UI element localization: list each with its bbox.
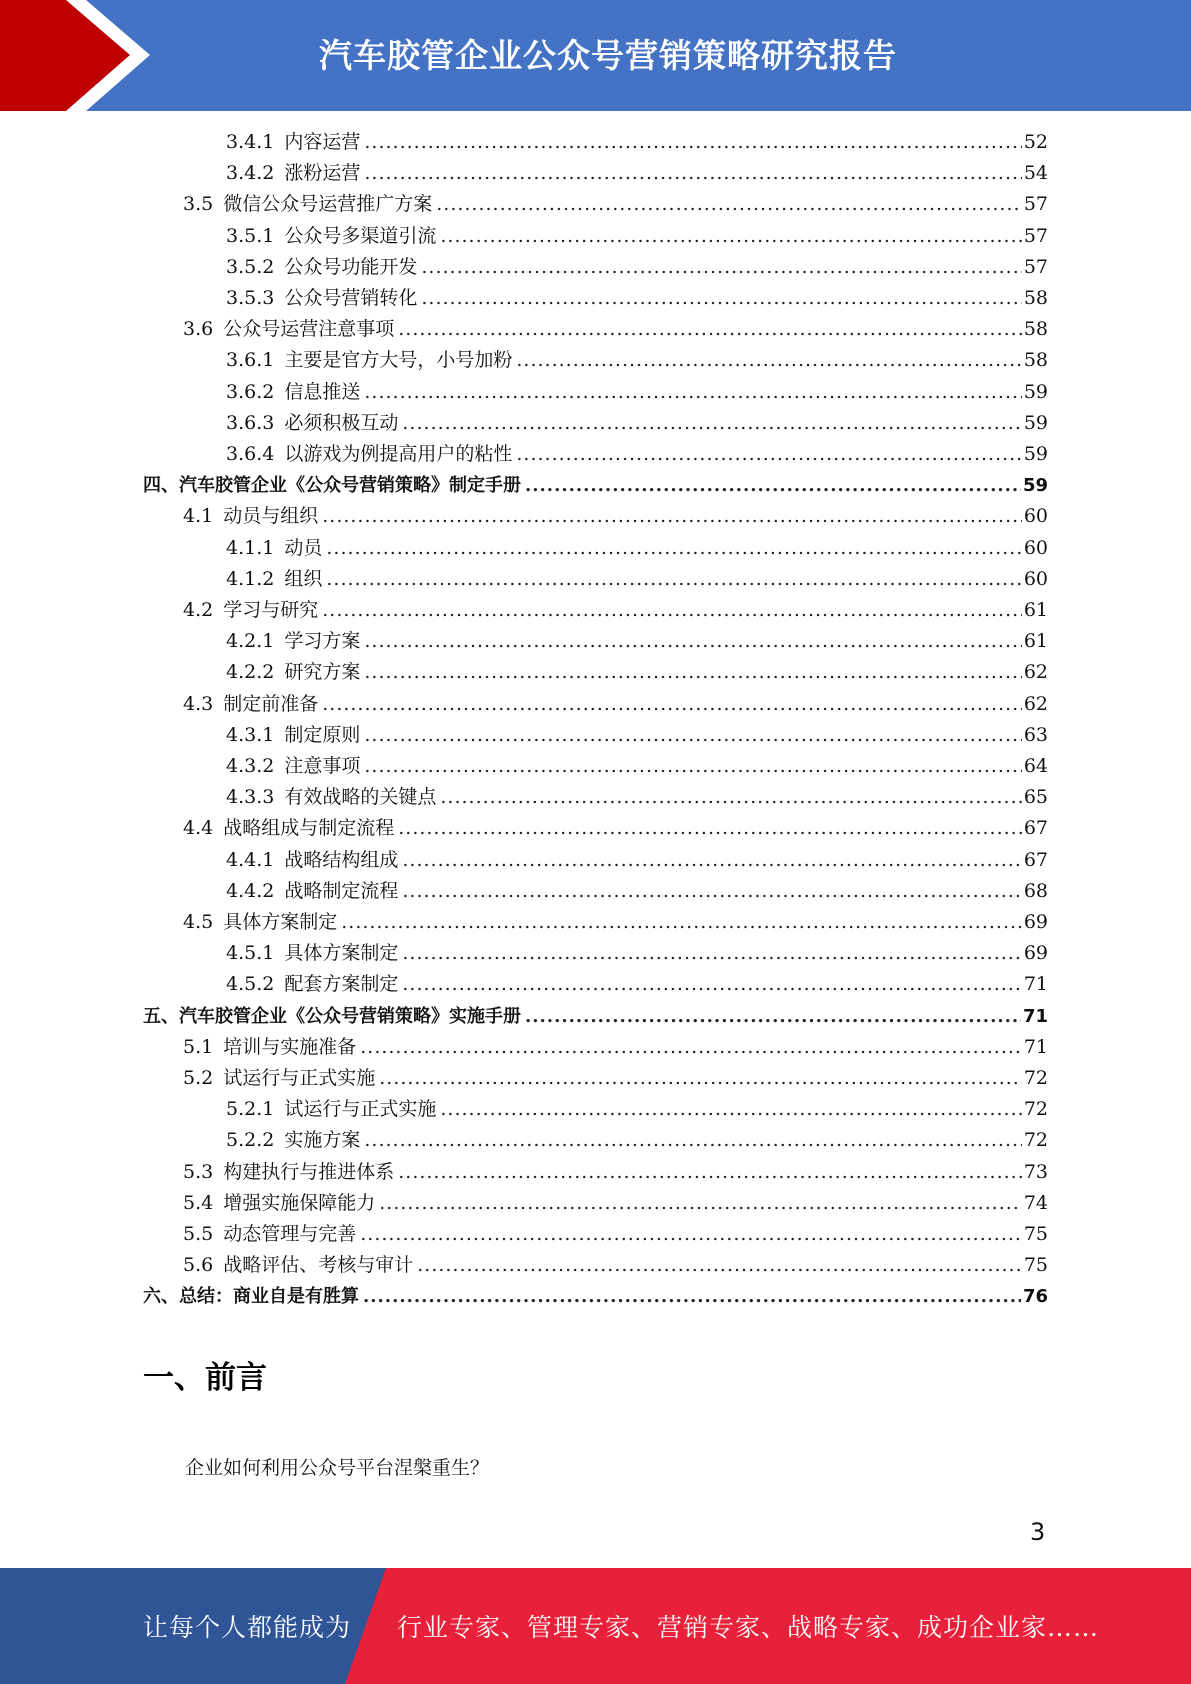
toc-entry-number: 5.5 [183,1223,214,1245]
toc-leader-dots [525,470,1021,501]
toc-entry-page: 72 [1023,1129,1048,1152]
toc-entry-number: 4.2 [183,599,214,621]
toc-leader-dots [402,938,1021,969]
toc-entry[interactable] [226,439,1048,470]
toc-entry-page: 60 [1023,567,1048,590]
toc-entry-page: 58 [1023,318,1048,341]
toc-entry-title: 信息推送 [284,380,361,403]
toc-entry-number: 3.4.2 [226,162,275,185]
toc-entry-page: 59 [1023,411,1048,434]
toc-entry-title: 主要是官方大号，小号加粉 [284,349,513,372]
toc-entry-title: 学习与研究 [223,599,319,621]
toc-leader-dots [360,1219,1022,1250]
toc-leader-dots [398,314,1022,345]
toc-leader-dots [402,845,1021,876]
toc-leader-dots [402,408,1021,439]
toc-leader-dots [322,595,1022,626]
toc-entry-number: 4.3.2 [226,755,275,777]
toc-entry-title: 必须积极互动 [284,411,399,434]
toc-entry-page: 62 [1023,692,1048,715]
toc-entry-number: 4.1 [183,505,214,528]
toc-entry-page: 69 [1023,942,1048,965]
toc-entry-number: 5.2 [183,1067,214,1089]
toc-leader-dots [440,782,1021,813]
section-heading: 一、前言 [143,1360,267,1396]
toc-entry[interactable] [226,221,1048,252]
toc-entry-title: 具体方案制定 [284,942,399,965]
page-header [0,0,1191,111]
toc-leader-dots [436,189,1022,220]
toc-entry[interactable] [226,782,1048,813]
footer-slogan-left: 让每个人都能成为 [143,1613,352,1642]
toc-leader-dots [516,439,1021,470]
toc-entry-page: 57 [1023,193,1048,216]
toc-entry[interactable] [183,907,1048,938]
toc-entry[interactable] [226,1125,1048,1156]
toc-entry[interactable] [183,1250,1048,1281]
toc-entry[interactable] [183,813,1048,844]
toc-entry-number: 4.2.1 [226,630,275,653]
toc-entry-number: 3.6.3 [226,411,275,434]
toc-entry-number: 4.1.2 [226,567,275,590]
toc-entry-number: 5.1 [183,1035,214,1058]
toc-entry[interactable] [226,158,1048,189]
toc-leader-dots [360,1032,1022,1063]
toc-entry-title: 战略组成与制定流程 [223,817,395,840]
toc-entry-page: 61 [1023,599,1048,621]
body-paragraph: 企业如何利用公众号平台涅槃重生？ [185,1457,490,1479]
toc-leader-dots [364,657,1021,688]
toc-entry-page: 71 [1023,973,1048,996]
toc-leader-dots [341,907,1022,938]
toc-entry[interactable] [226,377,1048,408]
toc-leader-dots [364,751,1021,782]
toc-entry-page: 62 [1023,661,1048,684]
toc-entry-page: 74 [1023,1191,1048,1214]
toc-entry-title: 公众号多渠道引流 [284,224,437,247]
toc-entry-number: 4.4.1 [226,848,275,871]
page-footer [0,1568,1191,1684]
toc-entry-title: 动员 [284,536,323,559]
toc-entry[interactable] [226,345,1048,376]
toc-leader-dots [364,127,1021,158]
toc-entry-page: 59 [1022,475,1048,497]
toc-entry-number: 3.6 [183,318,214,341]
toc-leader-dots [421,252,1021,283]
toc-entry-title: 培训与实施准备 [223,1035,357,1058]
toc-leader-dots [398,1157,1022,1188]
toc-leader-dots [326,564,1021,595]
toc-entry-page: 61 [1023,630,1048,653]
toc-entry-number: 3.5.3 [226,287,275,309]
toc-leader-dots [402,969,1021,1000]
toc-entry-title: 实施方案 [284,1129,361,1152]
toc-entry[interactable] [226,626,1048,657]
toc-entry-number: 3.4.1 [226,131,275,153]
toc-entry[interactable] [183,314,1048,345]
toc-entry[interactable] [183,689,1048,720]
toc-leader-dots [440,221,1021,252]
toc-entry-page: 76 [1022,1286,1048,1308]
toc-entry-page: 72 [1023,1098,1048,1121]
toc-entry-page: 54 [1023,162,1048,185]
toc-entry-title: 组织 [284,567,323,590]
toc-entry[interactable] [183,1063,1048,1094]
toc-entry[interactable] [226,751,1048,782]
toc-entry-title: 构建执行与推进体系 [223,1160,395,1183]
toc-entry[interactable] [226,127,1048,158]
toc-entry-page: 60 [1023,505,1048,528]
toc-leader-dots [440,1094,1021,1125]
toc-entry-title: 四、汽车胶管企业《公众号营销策略》制定手册 [143,475,521,497]
toc-entry-page: 71 [1022,1005,1048,1027]
toc-entry-page: 63 [1023,723,1048,746]
toc-leader-dots [417,1250,1022,1281]
toc-entry-number: 3.6.2 [226,380,275,403]
toc-entry-page: 60 [1023,536,1048,559]
toc-entry[interactable] [226,1094,1048,1125]
footer-slogan-right: 行业专家、管理专家、营销专家、战略专家、成功企业家…… [397,1613,1100,1642]
toc-entry-title: 试运行与正式实施 [223,1067,376,1089]
toc-leader-dots [363,1281,1021,1312]
toc-entry-title: 研究方案 [284,661,361,684]
toc-entry-title: 战略结构组成 [284,848,399,871]
toc-entry[interactable] [143,470,1048,501]
toc-entry-number: 4.2.2 [226,661,275,684]
toc-entry-title: 具体方案制定 [223,911,338,933]
toc-leader-dots [322,689,1022,720]
toc-entry-title: 五、汽车胶管企业《公众号营销策略》实施手册 [143,1005,521,1027]
toc-leader-dots [402,876,1021,907]
toc-entry-page: 75 [1023,1223,1048,1245]
toc-entry[interactable] [226,845,1048,876]
toc-entry[interactable] [226,564,1048,595]
toc-entry-title: 公众号功能开发 [284,255,418,278]
page-number: 3 [1030,1518,1046,1546]
toc-entry-page: 71 [1023,1035,1048,1058]
toc-leader-dots [398,813,1022,844]
toc-entry-title: 公众号运营注意事项 [223,318,395,341]
toc-entry-number: 5.4 [183,1191,214,1214]
toc-entry-number: 3.5.2 [226,255,275,278]
toc-entry[interactable] [226,969,1048,1000]
toc-entry-page: 52 [1023,131,1048,153]
toc-entry-number: 4.5.1 [226,942,275,965]
toc-entry-title: 公众号营销转化 [284,287,418,309]
toc-entry-page: 58 [1023,349,1048,372]
toc-entry[interactable] [226,720,1048,751]
toc-leader-dots [364,720,1021,751]
toc-entry-title: 涨粉运营 [284,162,361,185]
toc-entry-title: 有效战略的关键点 [284,786,437,809]
toc-entry-number: 4.5.2 [226,973,275,996]
toc-leader-dots [364,626,1021,657]
toc-entry-number: 4.1.1 [226,536,275,559]
toc-entry-page: 57 [1023,224,1048,247]
toc-entry[interactable] [183,595,1048,626]
toc-entry-number: 3.6.4 [226,443,275,465]
toc-entry-title: 内容运营 [284,131,361,153]
toc-entry-number: 5.3 [183,1160,214,1183]
toc-entry-number: 3.5.1 [226,224,275,247]
toc-entry-number: 4.4.2 [226,879,275,902]
toc-entry-number: 5.2.1 [226,1098,275,1121]
toc-entry-page: 67 [1023,848,1048,871]
toc-entry-page: 57 [1023,255,1048,278]
toc-entry-number: 5.6 [183,1254,214,1277]
toc-entry-number: 4.3.1 [226,723,275,746]
toc-leader-dots [516,345,1021,376]
toc-entry-page: 72 [1023,1067,1048,1089]
toc-leader-dots [364,1125,1021,1156]
toc-entry-title: 动员与组织 [223,505,319,528]
toc-entry[interactable] [143,1001,1048,1032]
toc-entry-number: 3.6.1 [226,349,275,372]
toc-entry-title: 增强实施保障能力 [223,1191,376,1214]
toc-entry[interactable] [226,657,1048,688]
toc-entry[interactable] [226,252,1048,283]
toc-entry-title: 六、总结：商业自是有胜算 [143,1286,359,1308]
toc-entry-number: 4.4 [183,817,214,840]
toc-entry-title: 注意事项 [284,755,361,777]
toc-leader-dots [364,377,1021,408]
toc-entry-title: 制定原则 [284,723,361,746]
toc-leader-dots [322,501,1022,532]
toc-entry-title: 微信公众号运营推广方案 [223,193,433,216]
toc-entry-title: 战略制定流程 [284,879,399,902]
toc-entry[interactable] [226,283,1048,314]
toc-entry-title: 动态管理与完善 [223,1223,357,1245]
toc-entry[interactable] [183,501,1048,532]
toc-entry-title: 试运行与正式实施 [284,1098,437,1121]
toc-entry-page: 64 [1023,755,1048,777]
toc-leader-dots [364,158,1021,189]
toc-leader-dots [379,1063,1022,1094]
toc-entry[interactable] [183,1219,1048,1250]
toc-entry-title: 以游戏为例提高用户的粘性 [284,443,513,465]
toc-entry-number: 3.5 [183,193,214,216]
toc-entry-title: 配套方案制定 [284,973,399,996]
toc-entry[interactable] [183,1032,1048,1063]
toc-entry[interactable] [183,1157,1048,1188]
toc-leader-dots [525,1001,1021,1032]
toc-entry-number: 4.3.3 [226,786,275,809]
toc-entry-page: 59 [1023,380,1048,403]
toc-entry-number: 5.2.2 [226,1129,275,1152]
toc-entry-page: 67 [1023,817,1048,840]
toc-entry-title: 学习方案 [284,630,361,653]
toc-entry[interactable] [183,1188,1048,1219]
toc-entry-number: 4.5 [183,911,214,933]
toc-entry[interactable] [226,938,1048,969]
header-title: 汽车胶管企业公众号营销策略研究报告 [319,36,897,75]
toc-entry-title: 制定前准备 [223,692,319,715]
toc-leader-dots [326,533,1021,564]
toc-leader-dots [421,283,1021,314]
toc-entry-page: 65 [1023,786,1048,809]
toc-entry-page: 69 [1023,911,1048,933]
toc-leader-dots [379,1188,1022,1219]
toc-entry-page: 68 [1023,879,1048,902]
toc-entry[interactable] [226,876,1048,907]
toc-entry-page: 75 [1023,1254,1048,1277]
toc-entry[interactable] [143,1281,1048,1312]
toc-entry-title: 战略评估、考核与审计 [223,1254,414,1277]
toc-entry[interactable] [226,533,1048,564]
toc-entry[interactable] [183,189,1048,220]
toc-entry-page: 58 [1023,287,1048,309]
toc-entry-page: 73 [1023,1160,1048,1183]
toc-entry-page: 59 [1023,443,1048,465]
toc-entry[interactable] [226,408,1048,439]
toc-entry-number: 4.3 [183,692,214,715]
